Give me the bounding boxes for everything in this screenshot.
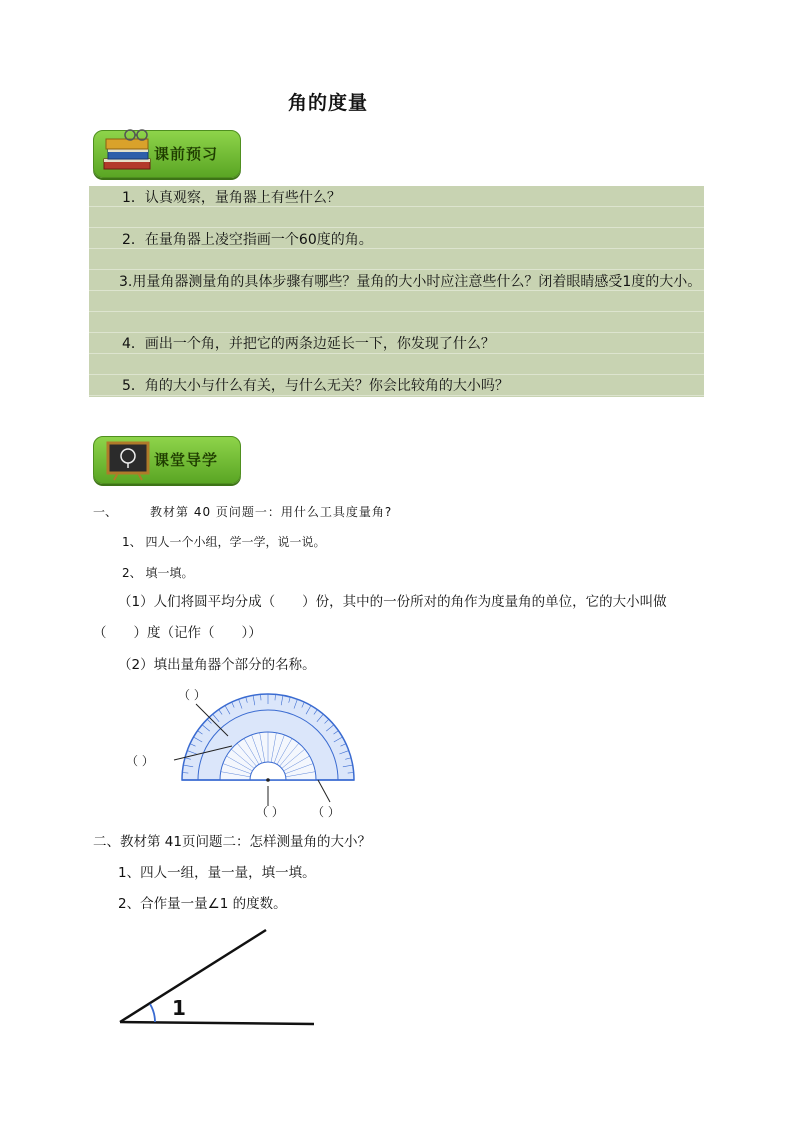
preview-question-5: 5．角的大小与什么有关，与什么无关？你会比较角的大小吗？ xyxy=(122,378,509,394)
part1-title: 教材第 40 页问题一：用什么工具度量角? xyxy=(150,505,393,519)
fill-question-1-line1: （1）人们将圆平均分成（ ）份，其中的一份所对的角作为度量角的单位，它的大小叫做 xyxy=(118,594,667,610)
blank-baseline: （ ） xyxy=(312,805,340,819)
section-badge-preview xyxy=(93,130,241,178)
fill-question-1-line2: （ ）度（记作（ ）） xyxy=(93,625,262,641)
angle-arc xyxy=(150,1004,155,1022)
part1-item-2: 2、 填一填。 xyxy=(122,566,194,580)
angle-ray-lower xyxy=(120,1022,314,1024)
section-badge-guide xyxy=(93,436,241,484)
section-label-guide: 课堂导学 xyxy=(154,451,219,469)
blackboard-icon xyxy=(106,441,150,481)
part1-item-1: 1、 四人一个小组，学一学，说一说。 xyxy=(122,535,326,549)
part2-item-1: 1、四人一组，量一量，填一填。 xyxy=(118,865,316,881)
preview-question-1: 1．认真观察，量角器上有些什么？ xyxy=(122,190,341,206)
blank-arc: （ ） xyxy=(126,754,154,768)
angle-1-figure xyxy=(110,920,330,1040)
blank-center: （ ） xyxy=(256,805,284,819)
angle-label: 1 xyxy=(172,996,186,1020)
pointer-line-baseline xyxy=(318,780,330,802)
protractor-diagram xyxy=(120,680,370,820)
angle-ray-upper xyxy=(120,930,266,1022)
part2-title: 二、教材第 41页问题二：怎样测量角的大小？ xyxy=(93,834,371,850)
part1-number: 一、 xyxy=(93,505,118,519)
section-label-preview: 课前预习 xyxy=(154,145,219,163)
part2-item-2: 2、合作量一量∠1 的度数。 xyxy=(118,896,287,912)
preview-question-4: 4．画出一个角，并把它的两条边延长一下，你发现了什么？ xyxy=(122,336,495,352)
fill-question-2: （2）填出量角器个部分的名称。 xyxy=(118,657,316,673)
blank-scale: （ ） xyxy=(178,688,206,702)
protractor-center xyxy=(266,778,270,782)
page-title: 角的度量 xyxy=(287,92,368,114)
preview-question-3: 3.用量角器测量角的具体步骤有哪些？量角的大小时应注意些什么？闭着眼睛感受1度的大小。 xyxy=(119,274,702,290)
books-icon xyxy=(100,127,154,179)
preview-question-2: 2．在量角器上凌空指画一个60度的角。 xyxy=(122,232,373,248)
